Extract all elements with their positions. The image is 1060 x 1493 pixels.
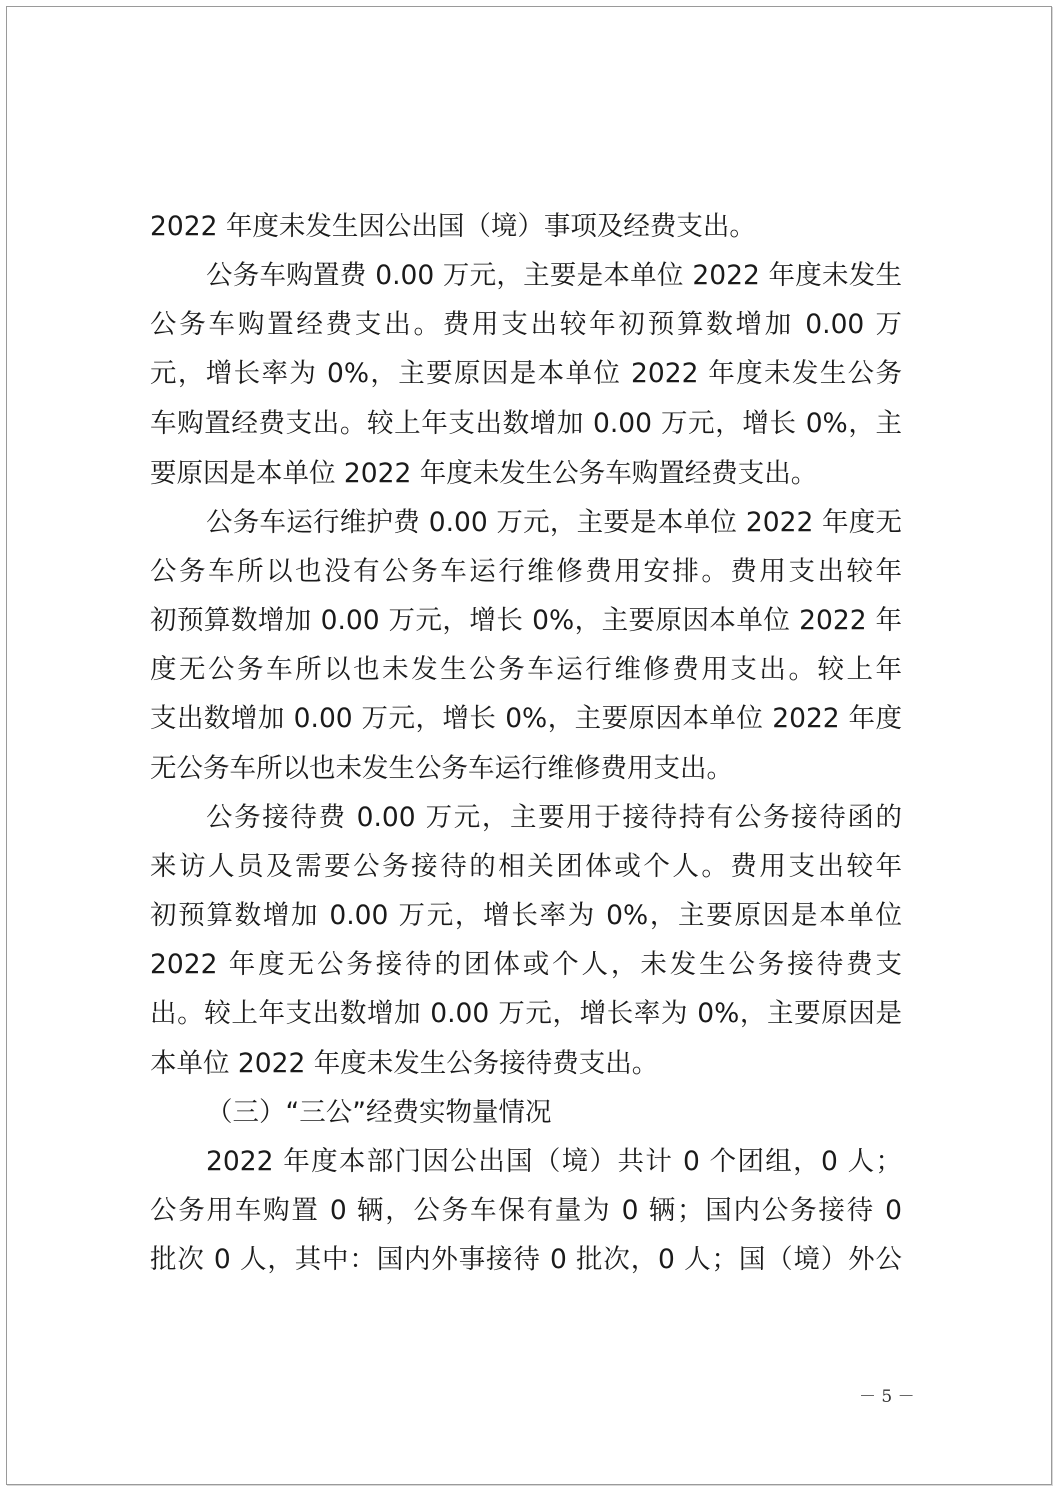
text-line: 初预算数增加 0.00 万元，增长率为 0%，主要原因是本单位 [150,900,902,931]
section-heading: （三）“三公”经费实物量情况 [206,1097,552,1128]
text-line: 要原因是本单位 2022 年度未发生公务车购置经费支出。 [150,458,818,489]
text-line: 度无公务车所以也未发生公务车运行维修费用支出。较上年 [150,654,902,685]
text-line: 本单位 2022 年度未发生公务接待费支出。 [150,1048,659,1079]
text-line: 支出数增加 0.00 万元，增长 0%，主要原因本单位 2022 年度 [150,703,902,734]
paragraph-vehicle-maintenance: 公务车运行维护费 0.00 万元，主要是本单位 2022 年度无 [206,507,902,538]
text-line: 元，增长率为 0%，主要原因是本单位 2022 年度未发生公务 [150,358,902,389]
document-page [6,6,1052,1485]
paragraph-physical-quantity: 2022 年度本部门因公出国（境）共计 0 个团组，0 人； [206,1146,902,1177]
paragraph-vehicle-purchase: 公务车购置费 0.00 万元，主要是本单位 2022 年度未发生 [206,260,902,291]
text-line: 公务车所以也没有公务车运行维修费用安排。费用支出较年 [150,556,902,587]
page-number: － 5 － [859,1387,915,1407]
text-line: 2022 年度无公务接待的团体或个人，未发生公务接待费支 [150,949,902,980]
text-line: 初预算数增加 0.00 万元，增长 0%，主要原因本单位 2022 年 [150,605,902,636]
text-line: 出。较上年支出数增加 0.00 万元，增长率为 0%，主要原因是 [150,998,902,1029]
text-line: 来访人员及需要公务接待的相关团体或个人。费用支出较年 [150,851,902,882]
paragraph-reception: 公务接待费 0.00 万元，主要用于接待持有公务接待函的 [206,802,902,833]
text-line: 批次 0 人，其中：国内外事接待 0 批次，0 人；国（境）外公 [150,1244,902,1275]
text-line: 车购置经费支出。较上年支出数增加 0.00 万元，增长 0%，主 [150,408,902,439]
text-line: 2022 年度未发生因公出国（境）事项及经费支出。 [150,211,756,242]
text-line: 无公务车所以也未发生公务车运行维修费用支出。 [150,753,733,784]
text-line: 公务车购置经费支出。费用支出较年初预算数增加 0.00 万 [150,309,902,340]
text-line: 公务用车购置 0 辆，公务车保有量为 0 辆；国内公务接待 0 [150,1195,902,1226]
